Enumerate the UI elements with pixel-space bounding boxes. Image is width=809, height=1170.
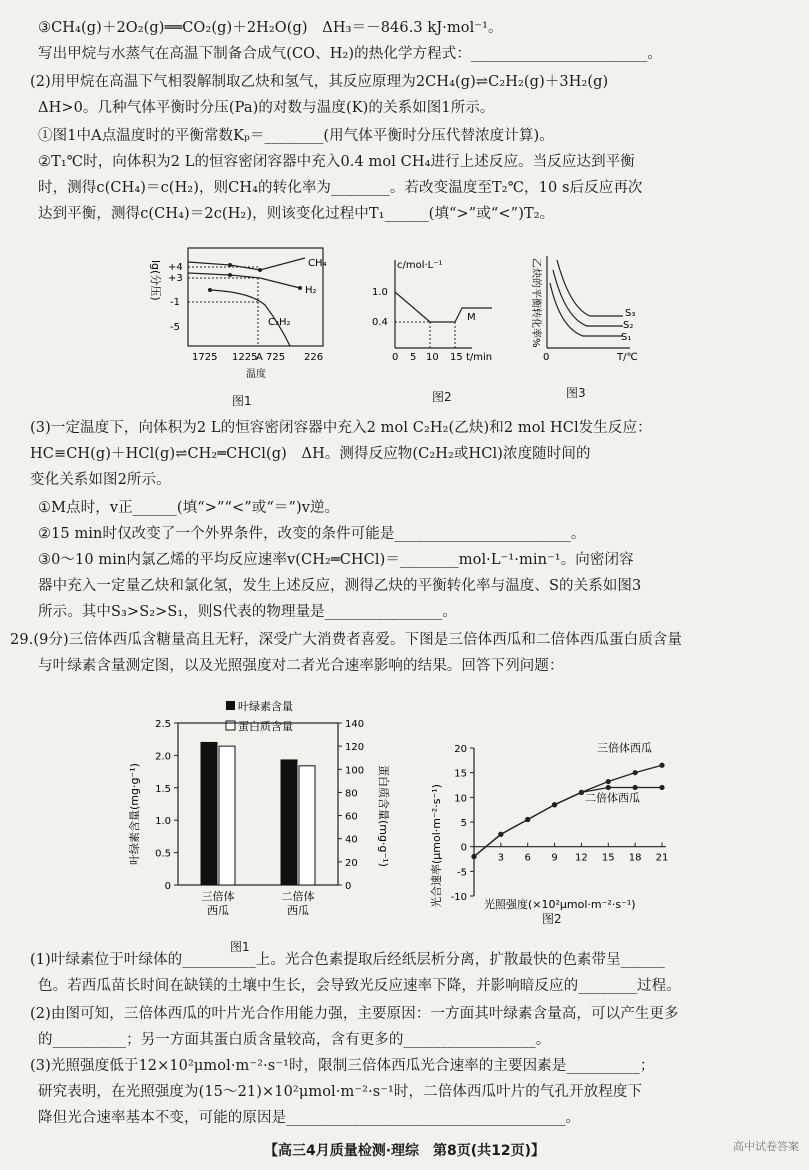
fig2-point-label: M (467, 312, 476, 323)
bar-ytick-label-right: 20 (345, 857, 358, 869)
fig2-ytick: 0.4 (372, 317, 388, 328)
text-line: 器中充入一定量乙炔和氯化氢，发生上述反应，测得乙炔的平衡转化率与温度、S的关系如图3 (38, 578, 642, 594)
bar-ytick-label-right: 100 (345, 765, 365, 777)
chem-figure-1 (140, 240, 350, 390)
fig1-xtick: 226 (304, 352, 324, 363)
text-line: 的__________；另一方面其蛋白质含量较高，含有更多的__________________。 (38, 1032, 551, 1048)
line-point (525, 817, 530, 822)
fig2-xtick: 5 (410, 352, 417, 363)
line-point (659, 763, 664, 768)
bar-chlorophyll (281, 760, 297, 885)
text-line: 色。若西瓜苗长时间在缺镁的土壤中生长，会导致光反应速率下降，并影响暗反应的________过程。 (38, 978, 681, 994)
fig3-series-label: S₂ (623, 320, 634, 331)
line-chart (412, 738, 692, 938)
bar-ytick-label-left: 0.5 (155, 848, 171, 860)
fig1-xtick: 725 (266, 352, 286, 363)
text-line: 时，测得c(CH₄)＝c(H₂)，则CH₄的转化率为________。若改变温度至T₂℃，10 s后反应再次 (38, 180, 643, 196)
line-xtick-label: 21 (655, 852, 669, 864)
line-point (606, 785, 611, 790)
bar-ytick-label-left: 0 (164, 881, 171, 892)
text-line: ③CH₄(g)＋2O₂(g)══CO₂(g)＋2H₂O(g) ΔH₃＝－846.3 kJ·mol⁻¹。 (38, 20, 503, 36)
bar-ytick-label-right: 80 (345, 788, 358, 800)
fig2-ylabel: c/mol·L⁻¹ (397, 260, 443, 271)
bar-category-label: 三倍体 (201, 890, 235, 903)
fig1-ylabel: lg(分压) (149, 260, 162, 301)
fig1-ytick: -1 (170, 297, 180, 308)
watermark: 高中试卷答案 (733, 1140, 799, 1153)
line-xlabel: 光照强度(×10²μmol·m⁻²·s⁻¹) (484, 898, 636, 911)
line-ytick-label: -10 (450, 892, 467, 903)
bar-ylabel-left: 叶绿素含量(mg·g⁻¹) (128, 763, 141, 865)
fig1-ytick: -5 (170, 322, 180, 333)
bar-ytick-label-right: 60 (345, 811, 358, 823)
text-line: HC≡CH(g)＋HCl(g)⇌CH₂═CHCl(g) ΔH。测得反应物(C₂H₂或HCl)浓度随时间的 (30, 446, 591, 462)
text-line: ①图1中A点温度时的平衡常数Kₚ＝________(用气体平衡时分压代替浓度计算)。 (38, 128, 554, 144)
text-line: (3)一定温度下，向体积为2 L的恒容密闭容器中充入2 mol C₂H₂(乙炔)和2 mol HCl发生反应： (30, 420, 652, 436)
fig1-xlabel: 温度 (246, 369, 266, 380)
bar-category-label: 西瓜 (207, 904, 229, 917)
bar-protein (299, 766, 315, 885)
line-point (579, 790, 584, 795)
fig1-series-label: CH₄ (308, 258, 327, 269)
legend-label: 叶绿素含量 (238, 700, 293, 713)
line-series-label: 二倍体西瓜 (585, 791, 640, 805)
bar-ytick-label-right: 120 (345, 742, 365, 754)
legend-swatch (226, 721, 235, 730)
text-line: (3)光照强度低于12×10²μmol·m⁻²·s⁻¹时，限制三倍体西瓜光合速率的主要因素是__________； (30, 1058, 655, 1074)
line-xtick-label: 12 (575, 852, 588, 864)
line-series-1 (474, 765, 662, 856)
text-line: 29.(9分)三倍体西瓜含糖量高且无籽，深受广大消费者喜爱。下图是三倍体西瓜和二倍体西瓜蛋白质含量 (10, 632, 682, 648)
fig2-xtick: 10 (426, 352, 439, 363)
fig3-series-label: S₁ (621, 332, 632, 343)
fig3-caption: 图3 (566, 386, 586, 400)
bar-category-label: 西瓜 (287, 904, 309, 917)
fig1-xtick: 1725 (192, 352, 218, 363)
bar-category-label: 二倍体 (281, 890, 315, 903)
line-point (633, 770, 638, 775)
line-point (498, 832, 503, 837)
text-line: ③0～10 min内氯乙烯的平均反应速率v(CH₂═CHCl)＝________mol·L⁻¹·min⁻¹。向密闭容 (38, 552, 634, 568)
line-xtick-label: 9 (551, 852, 558, 864)
line-point (606, 779, 611, 784)
text-line: (2)由图可知，三倍体西瓜的叶片光合作用能力强，主要原因：一方面其叶绿素含量高，可以产生更多 (30, 1006, 679, 1022)
fig3-origin: 0 (543, 352, 550, 363)
text-line: ②T₁℃时，向体积为2 L的恒容密闭容器中充入0.4 mol CH₄进行上述反应。当反应达到平衡 (38, 154, 635, 170)
fig2-caption: 图2 (432, 390, 452, 404)
line-ytick-label: 10 (454, 793, 467, 805)
text-line: 写出甲烷与水蒸气在高温下制备合成气(CO、H₂)的热化学方程式：________________________。 (38, 46, 662, 62)
page-footer: 【高三4月质量检测·理综 第8页(共12页)】 (263, 1143, 546, 1159)
line-caption: 图2 (542, 912, 562, 926)
bar-protein (219, 746, 235, 885)
bar-chart (118, 695, 398, 935)
fig3-ylabel: 乙炔的平衡转化率% (530, 258, 541, 348)
line-ytick-label: -5 (457, 867, 467, 879)
bar-ytick-label-left: 1.5 (155, 783, 171, 795)
text-line: 研究表明，在光照强度为(15～21)×10²μmol·m⁻²·s⁻¹时，二倍体西瓜叶片的气孔开放程度下 (38, 1084, 643, 1100)
line-series-label: 三倍体西瓜 (597, 741, 652, 755)
fig1-xtick: 1225 (232, 352, 258, 363)
text-line: ΔH>0。几种气体平衡时分压(Pa)的对数与温度(K)的关系如图1所示。 (38, 100, 495, 116)
line-ylabel: 光合速率(μmol·m⁻²·s⁻¹) (430, 784, 443, 908)
chem-figure-2 (370, 250, 510, 370)
line-point (633, 785, 638, 790)
fig2-ytick: 1.0 (372, 287, 388, 298)
line-ytick-label: 15 (454, 768, 467, 780)
bar-ytick-label-right: 40 (345, 834, 358, 846)
text-line: 变化关系如图2所示。 (30, 472, 171, 488)
line-xtick-label: 15 (601, 852, 615, 864)
bar-ytick-label-left: 2.5 (155, 719, 171, 730)
legend-swatch (226, 701, 235, 710)
bar-ytick-label-left: 1.0 (155, 816, 171, 828)
fig1-series-label: H₂ (305, 285, 317, 296)
text-line: 所示。其中S₃>S₂>S₁，则S代表的物理量是________________。 (38, 604, 457, 620)
bar-ytick-label-left: 2.0 (155, 751, 171, 763)
fig2-xtick: 0 (392, 352, 399, 363)
line-xtick-label: 18 (628, 852, 642, 864)
bar-caption: 图1 (230, 940, 250, 954)
text-line: 达到平衡，测得c(CH₄)＝2c(H₂)，则该变化过程中T₁______(填“>”或“<”)T₂。 (38, 206, 555, 222)
bar-ytick-label-right: 140 (345, 719, 365, 730)
fig1-ytick: +3 (168, 273, 183, 284)
chem-figure-3 (525, 248, 655, 373)
fig2-xlabel: t/min (466, 352, 493, 363)
text-line: ②15 min时仅改变了一个外界条件，改变的条件可能是________________________。 (38, 526, 586, 542)
line-point (471, 854, 476, 859)
text-line: (1)叶绿素位于叶绿体的__________上。光合色素提取后经纸层析分离，扩散最快的色素带呈______ (30, 952, 665, 968)
text-line: ①M点时，v正______(填“>”“<”或“＝”)v逆。 (38, 500, 340, 516)
line-point (659, 785, 664, 790)
legend-label: 蛋白质含量 (238, 720, 293, 733)
bar-ylabel-right: 蛋白质含量(mg·g⁻¹) (377, 765, 390, 867)
fig1-series-label: C₂H₂ (268, 317, 291, 328)
line-ytick-label: 20 (454, 744, 467, 755)
fig1-xtick: A (256, 352, 263, 363)
line-ytick-label: 0 (460, 842, 467, 854)
bar-ytick-label-right: 0 (345, 881, 352, 892)
text-line: 降但光合速率基本不变，可能的原因是______________________________________。 (38, 1110, 581, 1126)
text-line: 与叶绿素含量测定图，以及光照强度对二者光合速率影响的结果。回答下列问题： (38, 658, 564, 674)
line-xtick-label: 6 (524, 852, 531, 864)
fig3-xlabel: T/℃ (617, 352, 638, 363)
text-line: (2)用甲烷在高温下气相裂解制取乙炔和氢气，其反应原理为2CH₄(g)⇌C₂H₂(g)＋3H₂(g) (30, 74, 609, 90)
fig1-ytick: +4 (168, 262, 183, 273)
fig3-series-label: S₃ (625, 308, 636, 319)
bar-chlorophyll (201, 742, 217, 885)
line-point (552, 802, 557, 807)
line-xtick-label: 3 (497, 852, 505, 864)
fig1-caption: 图1 (232, 394, 252, 408)
line-ytick-label: 5 (460, 818, 467, 829)
fig2-xtick: 15 (450, 352, 463, 363)
